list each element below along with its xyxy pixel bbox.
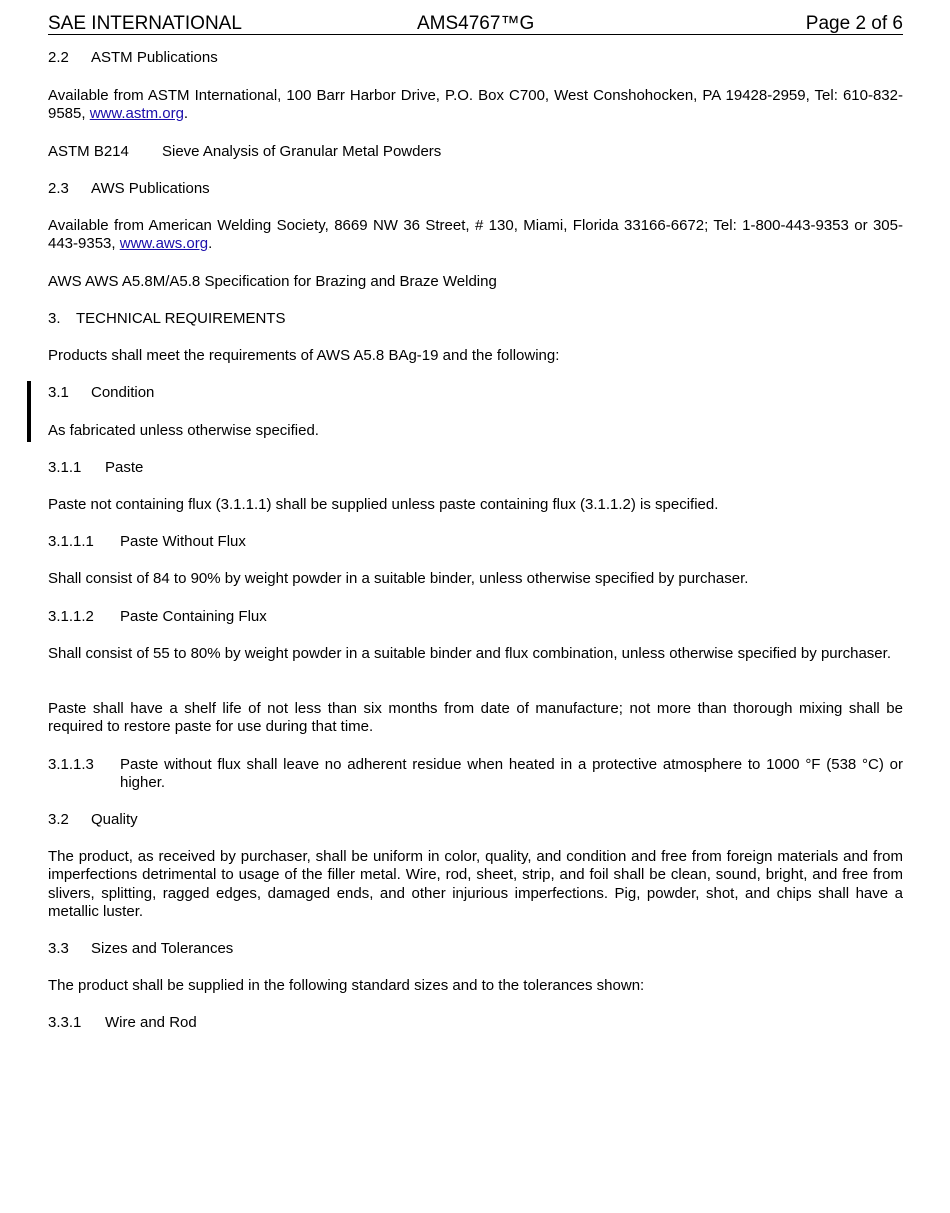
paragraph-3-2: The product, as received by purchaser, shall be uniform in color, quality, and condition and free from foreign materials and from imperfections detrimental to usage of the filler metal. Wire, rod, sheet, strip, and foil shall be clean, sound, bright, and free from slivers, splitting, ragged edges, damaged ends, and other injurious imperfections. Pig, powder, shot, and chips shall have a metallic luster. — [48, 848, 903, 921]
item-3-1-1-3: 3.1.1.3 Paste without flux shall leave no adherent residue when heated in a protective atmosphere to 1000 °F (538 °C) or higher. — [48, 756, 903, 792]
heading-3-2: 3.2 Quality — [48, 811, 138, 828]
aws-link[interactable]: www.aws.org — [119, 235, 209, 253]
paragraph-3-1: As fabricated unless otherwise specified. — [48, 422, 319, 439]
reference-astm-b214: ASTM B214 Sieve Analysis of Granular Metal Powders — [48, 143, 442, 160]
heading-3-1-1: 3.1.1 Paste — [48, 459, 144, 476]
heading-3-1-1-2: 3.1.1.2 Paste Containing Flux — [48, 608, 267, 625]
header-page-number: Page 2 of 6 — [805, 13, 903, 34]
paragraph-3-1-1-2: Shall consist of 55 to 80% by weight powder in a suitable binder and flux combination, unless otherwise specified by purchaser. — [48, 645, 891, 662]
heading-2-2: 2.2 ASTM Publications — [48, 49, 218, 66]
astm-link[interactable]: www.astm.org — [89, 105, 184, 123]
paragraph-shelf-life: Paste shall have a shelf life of not less than six months from date of manufacture; not more than thorough mixing shall be required to restore paste for use during that time. — [48, 700, 903, 736]
paragraph-3-1-1: Paste not containing flux (3.1.1.1) shall be supplied unless paste containing flux (3.1.1.2) is specified. — [48, 496, 719, 513]
paragraph-3-3: The product shall be supplied in the following standard sizes and to the tolerances shown: — [48, 977, 645, 994]
heading-3: 3. TECHNICAL REQUIREMENTS — [48, 310, 286, 327]
header-org: SAE INTERNATIONAL — [48, 13, 242, 34]
header-doc-number: AMS4767™G — [417, 13, 535, 34]
paragraph-astm-availability: Available from ASTM International, 100 Barr Harbor Drive, P.O. Box C700, West Conshohocken, PA 19428-2959, Tel: 610-832-9585, www.astm.org. — [48, 87, 903, 123]
heading-3-1: 3.1 Condition — [48, 384, 155, 401]
paragraph-3: Products shall meet the requirements of AWS A5.8 BAg-19 and the following: — [48, 347, 560, 364]
paragraph-3-1-1-1: Shall consist of 84 to 90% by weight powder in a suitable binder, unless otherwise specified by purchaser. — [48, 570, 749, 587]
page-header — [48, 13, 903, 35]
heading-3-3-1: 3.3.1 Wire and Rod — [48, 1014, 197, 1031]
heading-3-3: 3.3 Sizes and Tolerances — [48, 940, 234, 957]
paragraph-aws-availability: Available from American Welding Society, 8669 NW 36 Street, # 130, Miami, Florida 33166-6672; Tel: 1-800-443-9353 or 305-443-9353, www.aws.org. — [48, 217, 903, 253]
reference-aws-a5-8: AWS AWS A5.8M/A5.8 Specification for Brazing and Braze Welding — [48, 273, 497, 290]
heading-2-3: 2.3 AWS Publications — [48, 180, 210, 197]
heading-3-1-1-1: 3.1.1.1 Paste Without Flux — [48, 533, 246, 550]
change-bar — [27, 381, 31, 442]
